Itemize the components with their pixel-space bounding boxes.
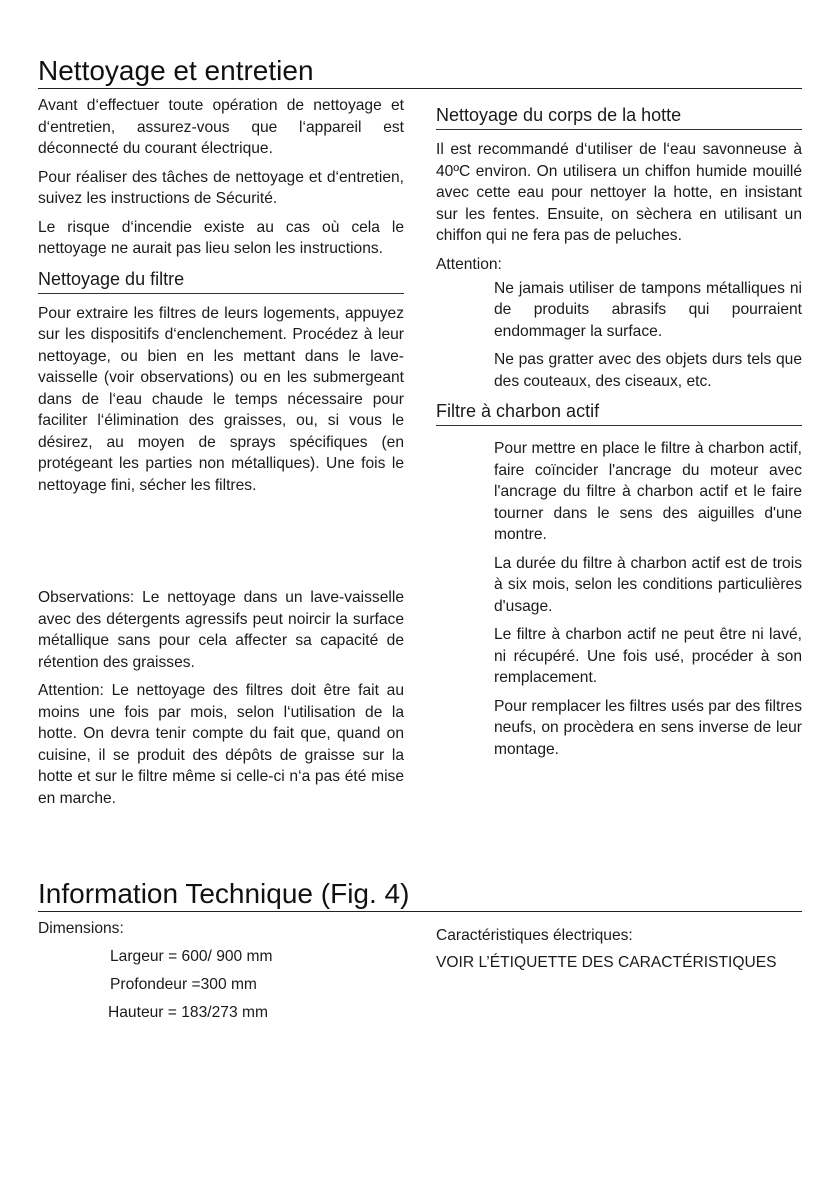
charbon-item: Le filtre à charbon actif ne peut être ni lavé, ni récupéré. Une fois usé, procéder à son remplacement. [494, 626, 802, 686]
section-title-information-technique: Information Technique (Fig. 4) [38, 878, 410, 909]
charbon-item: Pour remplacer les filtres usés par des filtres neufs, on procèdera en sens inverse de leur montage. [494, 697, 802, 758]
right-column [436, 103, 802, 767]
title-rule [38, 88, 802, 89]
observations-label: Observations: [38, 589, 135, 606]
heading-filtre-charbon: Filtre à charbon actif [436, 399, 802, 426]
attention-text: Le nettoyage des filtres doit être fait au moins une fois par mois, selon l‘utilisation de la hotte. On devra tenir compte du fait que, quand on cuisine, il se produit des dépôts de graisse sur la hotte et sur le filtre même si celle-ci n‘a pas été mise en marche. [38, 682, 404, 807]
intro-paragraph-2: Pour réaliser des tâches de nettoyage et d‘entretien, suivez les instructions de Sécurité. [38, 168, 404, 207]
attention-label: Attention: [38, 682, 104, 699]
charbon-item: La durée du filtre à charbon actif est de trois à six mois, selon les conditions particulières d'usage. [494, 554, 802, 615]
charbon-item: Pour mettre en place le filtre à charbon actif, faire coïncider l'ancrage du moteur avec l'ancrage du filtre à charbon actif et le faire tourner dans le sens des aiguilles d'une montre. [494, 440, 802, 543]
intro-paragraph-3: Le risque d‘incendie existe au cas où cela le nettoyage ne aurait pas lieu selon les instructions. [38, 218, 404, 257]
corps-attention-list [436, 278, 802, 393]
observations-paragraph [38, 587, 404, 673]
corps-attention-item: Ne jamais utiliser de tampons métalliques ni de produits abrasifs qui pourraient endommager la surface. [494, 279, 802, 340]
electrical-block [436, 926, 802, 981]
attention-paragraph [38, 680, 404, 809]
dimensions-block [38, 919, 404, 1031]
heading-nettoyage-corps: Nettoyage du corps de la hotte [436, 103, 802, 130]
electrical-text: VOIR L’ÉTIQUETTE DES CARACTÉRISTIQUES [436, 954, 777, 971]
title-rule [38, 911, 802, 912]
blank-space [38, 503, 404, 587]
dimension-profondeur: Profondeur =300 mm [110, 976, 257, 993]
corps-paragraph: Il est recommandé d‘utiliser de l‘eau savonneuse à 40ºC environ. On utilisera un chiffon humide mouillé avec cette eau pour nettoyer la hotte, en insistant sur les fentes. Ensuite, on sèchera en utilisant un chiffon qui ne fera pas de peluches. [436, 141, 802, 244]
charbon-list [436, 438, 802, 760]
corps-attention-item: Ne pas gratter avec des objets durs tels que des couteaux, des ciseaux, etc. [494, 351, 802, 390]
left-column [38, 95, 404, 816]
dimension-hauteur: Hauteur = 183/273 mm [108, 1004, 268, 1021]
heading-nettoyage-filtre: Nettoyage du filtre [38, 267, 404, 294]
electrical-label: Caractéristiques électriques: [436, 927, 633, 944]
dimensions-label: Dimensions: [38, 920, 124, 937]
dimension-largeur: Largeur = 600/ 900 mm [110, 948, 273, 965]
filtre-paragraph: Pour extraire les filtres de leurs logements, appuyez sur les dispositifs d‘enclenchement. Procédez à leur nettoyage, ou bien en les mettant dans le lave-vaisselle (voir observations) ou en les submergeant dans de l‘eau chaude le temps nécessaire pour faciliter l‘élimination des graisses, ou, si vous le désirez, au moyen de sprays spécifiques (en protégeant les parties non métalliques). Une fois le nettoyage fini, sécher les filtres. [38, 304, 404, 494]
intro-paragraph-1: Avant d‘effectuer toute opération de nettoyage et d‘entretien, assurez-vous que l‘appareil est déconnecté du courant électrique. [38, 97, 404, 157]
observations-text: Le nettoyage dans un lave-vaisselle avec des détergents agressifs peut noircir la surface métallique sans pour cela affecter sa capacité de rétention des graisses. [38, 589, 404, 671]
section-title-nettoyage: Nettoyage et entretien [38, 55, 314, 86]
corps-attention-label: Attention: [436, 255, 502, 273]
